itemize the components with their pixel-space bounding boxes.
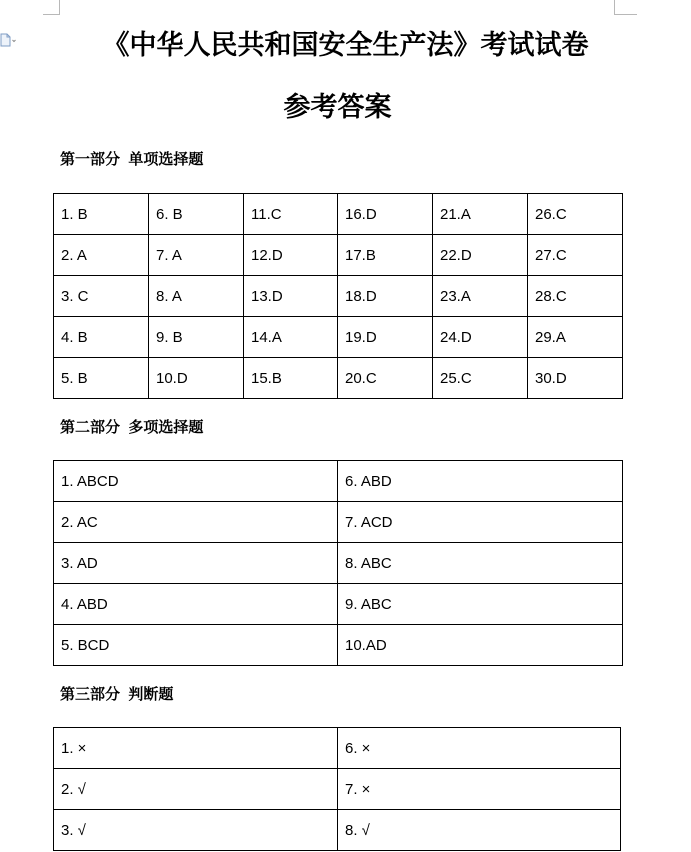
table-row [54,502,623,543]
table-row [54,625,623,666]
answer-cell: 8. √ [338,810,621,851]
table-row [54,769,621,810]
answer-cell: 19.D [338,317,433,358]
answer-cell: 7. A [149,235,244,276]
table-row [54,543,623,584]
answer-cell: 6. × [338,728,621,769]
answer-cell: 2. √ [54,769,338,810]
answer-cell: 7. ACD [338,502,623,543]
answer-cell: 30.D [528,358,623,399]
answer-cell: 5. BCD [54,625,338,666]
answer-cell: 29.A [528,317,623,358]
answer-cell: 14.A [244,317,338,358]
answer-cell: 25.C [433,358,528,399]
answer-cell: 22.D [433,235,528,276]
section1-heading: 第一部分 单项选择题 [60,151,204,168]
table-row [54,317,623,358]
table-row [54,276,623,317]
section2-heading: 第二部分 多项选择题 [60,419,204,436]
answer-cell: 24.D [433,317,528,358]
table-row [54,810,621,851]
answer-cell: 2. A [54,235,149,276]
answer-cell: 2. AC [54,502,338,543]
answer-cell: 7. × [338,769,621,810]
answer-cell: 23.A [433,276,528,317]
table-row [54,461,623,502]
true-false-answer-table [53,727,621,851]
answer-cell: 20.C [338,358,433,399]
multiple-choice-answer-table [53,460,623,666]
answer-cell: 9. ABC [338,584,623,625]
answer-cell: 16.D [338,194,433,235]
answer-cell: 21.A [433,194,528,235]
answer-cell: 1. B [54,194,149,235]
answer-cell: 18.D [338,276,433,317]
answer-cell: 10.D [149,358,244,399]
answer-cell: 8. A [149,276,244,317]
answer-cell: 4. B [54,317,149,358]
single-choice-answer-table [53,193,623,399]
page-title: 《中华人民共和国安全生产法》考试试卷 [102,30,589,60]
answer-cell: 1. ABCD [54,461,338,502]
page-corner-mark-left [43,0,60,15]
answer-cell: 3. C [54,276,149,317]
answer-cell: 6. ABD [338,461,623,502]
answer-cell: 15.B [244,358,338,399]
answer-cell: 3. AD [54,543,338,584]
table-row [54,584,623,625]
table-row [54,235,623,276]
answer-cell: 5. B [54,358,149,399]
answer-cell: 11.C [244,194,338,235]
section3-heading: 第三部分 判断题 [60,686,174,703]
answer-cell: 26.C [528,194,623,235]
page-corner-mark-right [614,0,637,15]
table-row [54,358,623,399]
page-subtitle: 参考答案 [283,92,392,122]
answer-cell: 3. √ [54,810,338,851]
answer-cell: 6. B [149,194,244,235]
answer-cell: 27.C [528,235,623,276]
answer-cell: 4. ABD [54,584,338,625]
table-row [54,728,621,769]
answer-cell: 8. ABC [338,543,623,584]
answer-cell: 13.D [244,276,338,317]
table-row [54,194,623,235]
answer-cell: 10.AD [338,625,623,666]
answer-cell: 17.B [338,235,433,276]
answer-cell: 12.D [244,235,338,276]
answer-cell: 9. B [149,317,244,358]
answer-cell: 28.C [528,276,623,317]
answer-cell: 1. × [54,728,338,769]
